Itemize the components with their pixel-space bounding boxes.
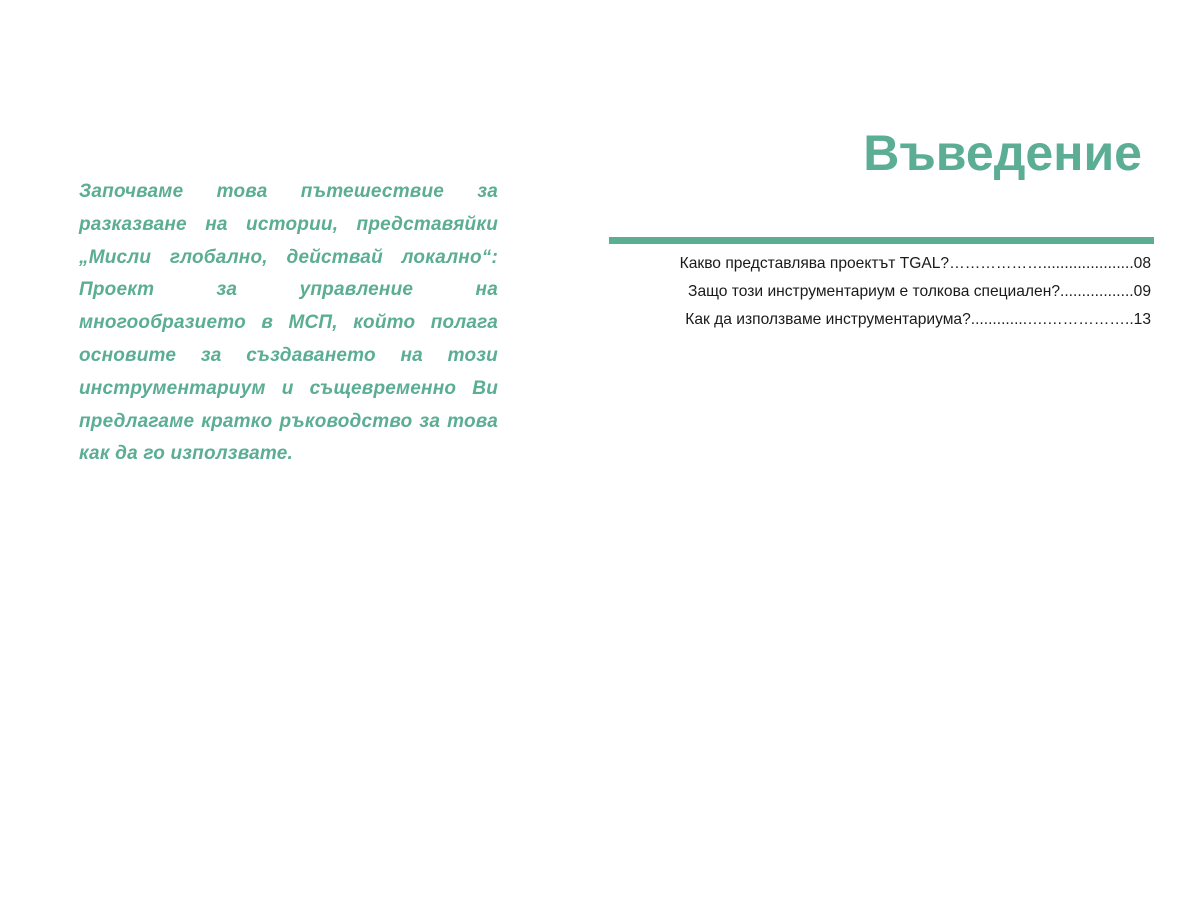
toc-entry-why-special[interactable]: Защо този инструментариум е толкова специален?.................09 xyxy=(688,283,1151,300)
intro-paragraph: Започваме това пътешествие за разказване на истории, представяйки „Мисли глобално, действай локално“: Проект за управление на многообразието в МСП, който полага основите за създаването на този инструментариум и същевременно Ви предлагаме кратко ръководство за това как да го използвате. xyxy=(79,181,498,465)
table-of-contents xyxy=(680,250,1151,334)
page-title: Въведение xyxy=(863,125,1142,181)
toc-entry-tgal-project[interactable]: Какво представлява проектът TGAL?……………….....................08 xyxy=(679,255,1151,272)
toc-entry-how-to-use[interactable]: Как да използваме инструментариума?.............….……………..13 xyxy=(685,311,1151,328)
title-divider xyxy=(609,237,1154,244)
